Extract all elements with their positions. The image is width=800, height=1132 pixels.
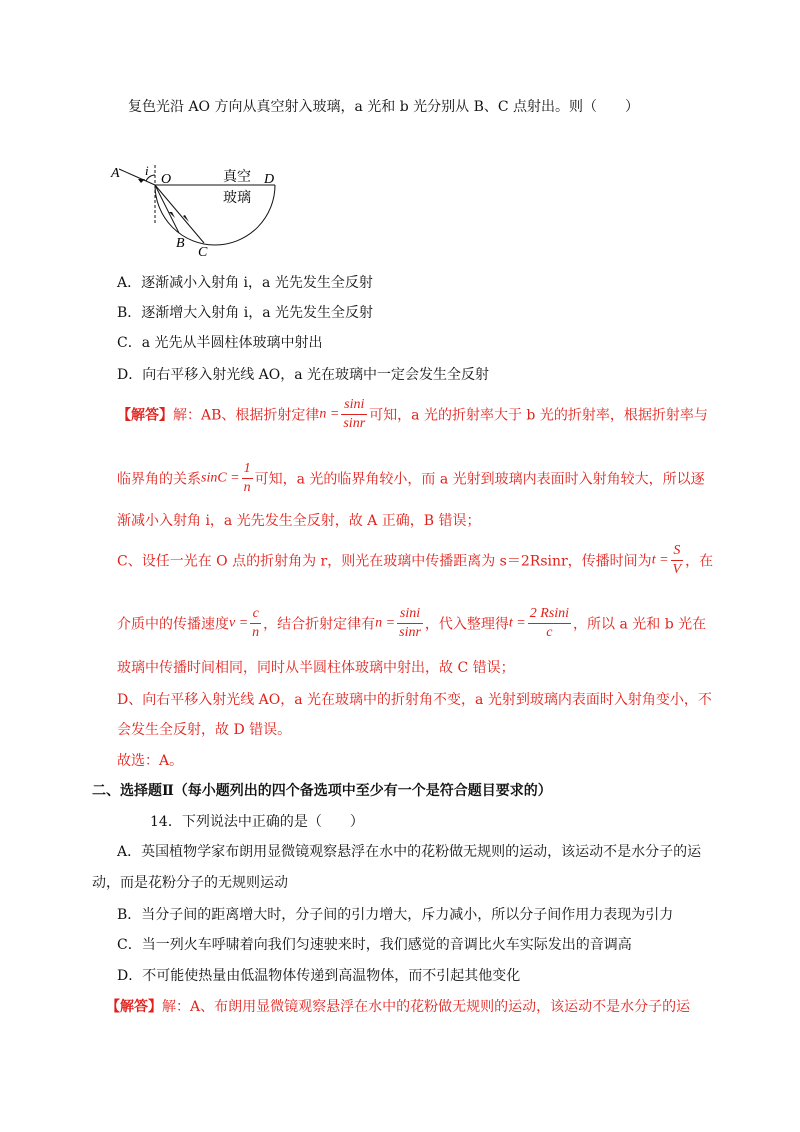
label-C: C [198,245,208,260]
q13-option-d: D．向右平移入射光线 AO，a 光在玻璃中一定会发生全反射 [117,367,490,383]
fraction: $\frac{\sin i}{\sin r}$ [343,397,366,431]
optics-figure [105,160,295,260]
fraction: $\frac{2 Rsini}{c}$ [529,606,570,640]
answer-line-6: 玻璃中传播时间相同，同时从半圆柱体玻璃中射出，故 C 错误； [117,660,515,676]
section-heading: 二、选择题Ⅱ（每小题列出的四个备选项中至少有一个是符合题目要求的） [92,783,552,799]
label-B: B [176,236,185,251]
label-A: A [111,166,120,181]
label-D: D [264,172,275,187]
incident-arrow [138,179,145,183]
answer-line-3: 渐减小入射角 i，a 光先发生全反射，故 A 正确，B 错误； [117,513,481,529]
answer-line-2: 临界角的关系sinC = $\frac{1}{n}$ 可知，a 光的临界角较小，而 a 光射到玻璃内表面时入射角较大，所以逐 [117,461,705,495]
answer-line-7: D、向右平移入射光线 AO，a 光在玻璃中的折射角不变，a 光射到玻璃内表面时入射角变小，不 [117,692,712,708]
q14-option-b: B．当分子间的距离增大时，分子间的引力增大，斥力减小，所以分子间作用力表现为引力 [117,907,674,923]
q13-option-c: C．a 光先从半圆柱体玻璃中射出 [117,335,323,351]
q14-option-a: A．英国植物学家布朗用显微镜观察悬浮在水中的花粉做无规则的运动，该运动不是水分子的运 [117,844,702,860]
fraction: $\frac{c}{n}$ [252,606,260,640]
q14-option-c: C．当一列火车呼啸着向我们匀速驶来时，我们感觉的音调比火车实际发出的音调高 [117,937,632,953]
q14-option-a-cont: 动，而是花粉分子的无规则运动 [92,875,288,891]
answer-tag: 【解答】 [117,407,173,424]
label-glass: 玻璃 [223,191,251,206]
label-i: i [145,163,149,178]
fraction: $\frac{S}{V}$ [672,543,682,577]
fraction: $\frac{1}{n}$ [243,461,251,495]
label-vacuum: 真空 [223,170,251,185]
answer-line-1: 【解答】解：AB、根据折射定律n = $\frac{\sin i}{\sin r}$ 可知，a 光的折射率大于 b 光的折射率，根据折射率与 [117,397,708,431]
label-O: O [161,172,172,187]
fraction: $\frac{\sin i}{\sin r}$ [399,606,421,640]
q14-answer-line-1: 【解答】解：A、布朗用显微镜观察悬浮在水中的花粉做无规则的运动，该运动不是水分子的运 [106,999,691,1015]
answer-line-4: C、设任一光在 O 点的折射角为 r，则光在玻璃中传播距离为 s＝2Rsinr，传播时间为t = $\frac{S}{V}$ ，在 [117,543,714,577]
q13-option-a: A．逐渐减小入射角 i，a 光先发生全反射 [117,275,373,291]
answer-choice: 故选：A。 [117,753,184,769]
q14-stem: 14．下列说法中正确的是（ ） [150,814,364,830]
q14-option-d: D．不可能使热量由低温物体传递到高温物体，而不引起其他变化 [117,968,521,984]
q14-answer-tag: 【解答】 [106,999,162,1015]
q13-stem: 复色光沿 AO 方向从真空射入玻璃，a 光和 b 光分别从 B、C 点射出。则（ ） [128,99,640,115]
answer-line-8: 会发生全反射，故 D 错误。 [117,722,292,738]
q13-option-b: B．逐渐增大入射角 i，a 光先发生全反射 [117,305,374,321]
answer-line-5: 介质中的传播速度v = $\frac{c}{n}$ ，结合折射定律有n = $\frac{\sin i}{\sin r}$ ，代入整理得t = $\frac{2 Rsini}{c}$ ，所以 a 光和 b 光在 [117,606,707,640]
